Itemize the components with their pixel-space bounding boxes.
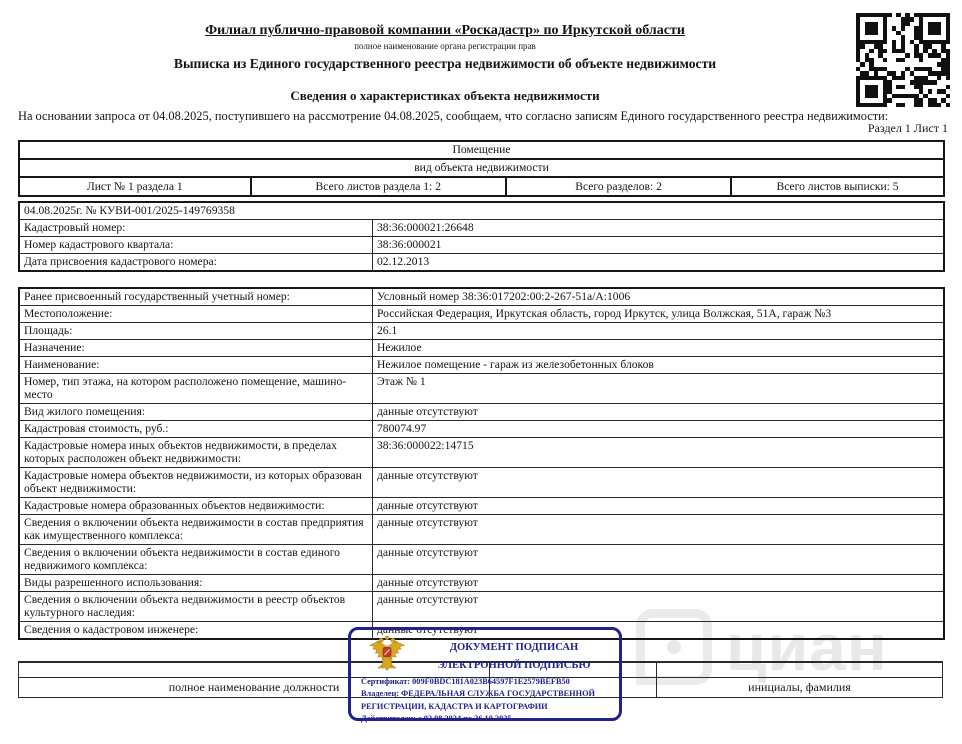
row-label: Вид жилого помещения: [20,404,373,420]
stamp-title-block [409,639,619,675]
row-value: данные отсутствуют [377,498,478,512]
object-kind-table [18,140,945,178]
row-label: Местоположение: [20,306,373,322]
org-name-caption: полное наименование органа регистрации прав [354,40,536,51]
row-value: 780074.97 [377,421,427,435]
row-value: данные отсутствуют [377,468,478,482]
row-value: Нежилое [377,340,422,354]
stamp-line2: ЭЛЕКТРОННОЙ ПОДПИСЬЮ [437,660,591,671]
row-label: Назначение: [20,340,373,356]
row-value: данные отсутствуют [377,404,478,418]
characteristics-table [18,287,945,640]
stamp-validity: Действителен: с 02.08.2024 по 26.10.2025 [361,714,512,724]
row-label: Кадастровые номера объектов недвижимости, из которых образован объект недвижимости: [20,468,373,497]
request-number: 04.08.2025г. № КУВИ-001/2025-149769358 [24,204,235,217]
table-row [20,420,943,437]
russia-coat-of-arms-icon [367,635,407,673]
stamp-owner: Владелец: ФЕДЕРАЛЬНАЯ СЛУЖБА ГОСУДАРСТВЕННОЙ РЕГИСТРАЦИИ, КАДАСТРА И КАРТОГРАФИИ [361,689,595,711]
row-label: Кадастровые номера образованных объектов недвижимости: [20,498,373,514]
stamp-details [351,676,619,726]
row-value: данные отсутствуют [377,592,478,606]
table-row [20,467,943,497]
signature-space [657,663,942,677]
row-value: Этаж № 1 [377,374,426,388]
table-row [20,236,943,253]
row-value: данные отсутствуют [377,515,478,529]
table-row [20,514,943,544]
row-value: 38:36:000022:14715 [377,438,474,452]
row-label: Номер кадастрового квартала: [20,237,373,253]
table-row [20,591,943,621]
table-row [20,574,943,591]
row-value: данные отсутствуют [377,545,478,559]
name-caption: инициалы, фамилия [748,680,851,694]
row-label: Ранее присвоенный государственный учетный номер: [20,289,373,305]
qr-code-icon [856,13,950,107]
row-value: 26.1 [377,323,398,337]
row-label: Кадастровые номера иных объектов недвижимости, в пределах которых расположен объект недвижимости: [20,438,373,467]
table-row [20,305,943,322]
document-title: Выписка из Единого государственного реестра недвижимости об объекте недвижимости [173,55,717,71]
row-label: Сведения о включении объекта недвижимости в состав единого недвижимого комплекса: [20,545,373,574]
section-sheet-label: Раздел 1 Лист 1 [867,121,948,135]
e-signature-stamp [348,627,622,724]
intro-line: На основании запроса от 04.08.2025, поступившего на рассмотрение 04.08.2025, сообщаем, что согласно записям Единого государственного реестра недвижимости: [18,109,889,123]
row-value: 38:36:000021:26648 [377,220,474,234]
row-label: Номер, тип этажа, на котором расположено помещение, машино-место [20,374,373,403]
document-header [18,22,872,73]
table-row [20,339,943,356]
document-subtitle: Сведения о характеристиках объекта недвижимости [290,88,600,103]
table-row [20,437,943,467]
table-row [20,219,943,236]
object-kind-caption: вид объекта недвижимости [414,160,549,174]
table-row [20,373,943,403]
row-value: данные отсутствуют [377,575,478,589]
watermark-text: циан [726,610,888,684]
table-row [20,142,943,158]
row-value: 38:36:000021 [377,237,442,251]
row-value: Нежилое помещение - гараж из железобетонных блоков [377,357,654,371]
table-row [20,289,943,305]
row-label: Дата присвоения кадастрового номера: [20,254,373,270]
row-value: Условный номер 38:36:017202:00:2-267-51а/А:1006 [377,290,631,303]
row-label: Кадастровый номер: [20,220,373,236]
row-label: Наименование: [20,357,373,373]
row-label: Сведения о кадастровом инженере: [20,622,373,638]
sheet-info-table [18,176,945,197]
table-row [20,253,943,270]
table-row [20,158,943,176]
stamp-certificate: Сертификат: 009F0BDC181A023B64597F1E2579BEFB50 [361,677,570,686]
row-value: Российская Федерация, Иркутская область, город Иркутск, улица Волжская, 51А, гараж №3 [377,306,832,320]
row-value: 02.12.2013 [377,254,430,268]
row-label: Виды разрешенного использования: [20,575,373,591]
table-row [20,497,943,514]
table-row [20,544,943,574]
row-label: Площадь: [20,323,373,339]
table-row [20,356,943,373]
stamp-header [351,630,619,675]
table-row [20,403,943,420]
object-kind-value: Помещение [452,143,511,156]
table-row [20,322,943,339]
sheet-info-cell: Всего листов раздела 1: 2 [250,178,506,195]
row-value: данные отсутствуют [377,622,478,636]
row-label: Кадастровая стоимость, руб.: [20,421,373,437]
table-row [20,203,943,219]
position-caption: полное наименование должности [19,678,490,697]
stamp-line1: ДОКУМЕНТ ПОДПИСАН [449,642,579,653]
sheet-info-cell: Всего листов выписки: 5 [730,178,943,195]
sheet-info-cell: Лист № 1 раздела 1 [86,180,183,193]
row-label: Сведения о включении объекта недвижимости в реестр объектов культурного наследия: [20,592,373,621]
table-row [20,178,943,195]
ids-table [18,201,945,272]
row-label: Сведения о включении объекта недвижимости в состав предприятия как имущественного комплекса: [20,515,373,544]
org-name: Филиал публично-правовой компании «Роскадастр» по Иркутской области [205,23,685,38]
sheet-info-cell: Всего разделов: 2 [505,178,730,195]
